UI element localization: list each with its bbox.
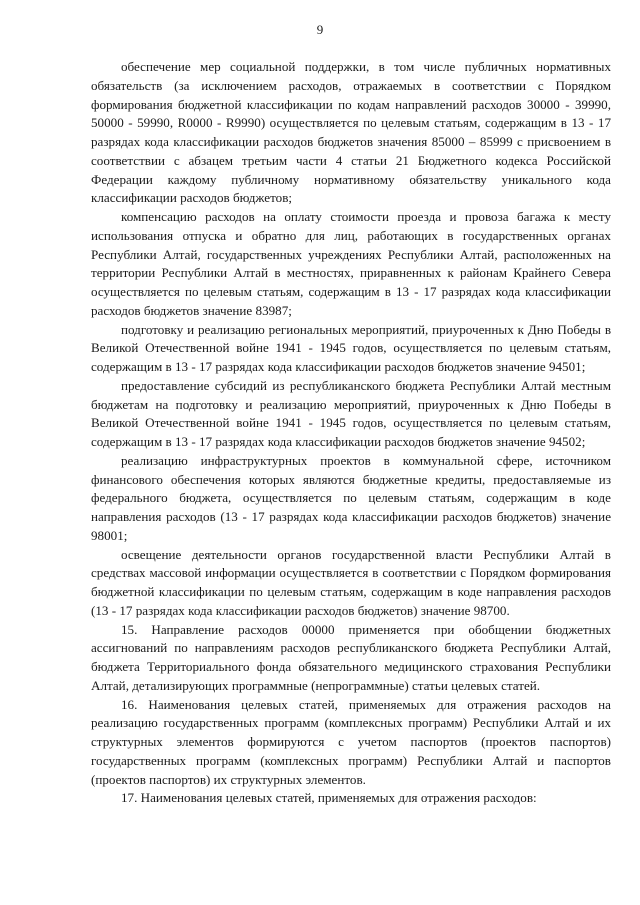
paragraph-infrastructure-projects: реализацию инфраструктурных проектов в коммунальной сфере, источником финансового обеспечения которых являются бюджетные кредиты, предоставляемые из федерального бюджета, осуществляется по целевым статьям, содержащим в коде направления расходов (13 - 17 разрядах кода классификации расходов бюджетов) значение 98001; xyxy=(91,452,611,543)
document-body xyxy=(91,58,611,808)
page-number: 9 xyxy=(316,22,324,37)
paragraph-item-16: 16. Наименования целевых статей, применяемых для отражения расходов на реализацию государственных программ (комплексных программ) Республики Алтай и их структурных элементов формируются с учетом паспортов (проектов паспортов) государственных программ (комплексных программ) Республики Алтай и паспортов (проектов паспортов) их структурных элементов. xyxy=(91,696,611,787)
paragraph-item-17: 17. Наименования целевых статей, применяемых для отражения расходов: xyxy=(121,790,537,806)
paragraph-item-15: 15. Направление расходов 00000 применяется при обобщении бюджетных ассигнований по направлениям расходов республиканского бюджета Республики Алтай, бюджета Территориального фонда обязательного медицинского страхования Республики Алтай, детализирующих программные (непрограммные) статьи целевых статей. xyxy=(91,621,611,693)
paragraph-travel-compensation: компенсацию расходов на оплату стоимости проезда и провоза багажа к месту использования отпуска и обратно для лиц, работающих в государственных органах Республики Алтай, государственных учреждениях Республики Алтай, расположенных на территории Республики Алтай в местностях, приравненных к районам Крайнего Севера осуществляется по целевым статьям, содержащим в 13 - 17 разрядах кода классификации расходов бюджетов значение 83987; xyxy=(91,209,611,318)
paragraph-victory-day-events: подготовку и реализацию региональных мероприятий, приуроченных к Дню Победы в Великой Отечественной войне 1941 - 1945 годов, осуществляется по целевым статьям, содержащим в 13 - 17 разрядах кода классификации расходов бюджетов значение 94501; xyxy=(91,321,611,374)
paragraph-media-coverage: освещение деятельности органов государственной власти Республики Алтай в средствах массовой информации осуществляется в соответствии с Порядком формирования бюджетной классификации по целевым статьям, содержащим в коде направления расходов (13 - 17 разрядах кода классификации расходов бюджетов) значение 98700. xyxy=(91,546,611,618)
paragraph-victory-day-subsidies: предоставление субсидий из республиканского бюджета Республики Алтай местным бюджетам на подготовку и реализацию мероприятий, приуроченных к Дню Победы в Великой Отечественной войне 1941 - 1945 годов, осуществляется по целевым статьям, содержащим в 13 - 17 разрядах кода классификации расходов бюджетов значение 94502; xyxy=(91,377,611,449)
paragraph-social-support: обеспечение мер социальной поддержки, в том числе публичных нормативных обязательств (за исключением расходов, отражаемых в соответствии с Порядком формирования бюджетной классификации по кодам направлений расходов 30000 - 39990, 50000 - 59990, R0000 - R9990) осуществляется по целевым статьям, содержащим в 13 - 17 разрядах кода классификации расходов бюджетов значения 85000 – 85999 с присвоением в соответствии с абзацем третьим части 4 статьи 21 Бюджетного кодекса Российской Федерации каждому публичному нормативному обязательству уникального кода классификации расходов бюджетов; xyxy=(91,59,611,206)
